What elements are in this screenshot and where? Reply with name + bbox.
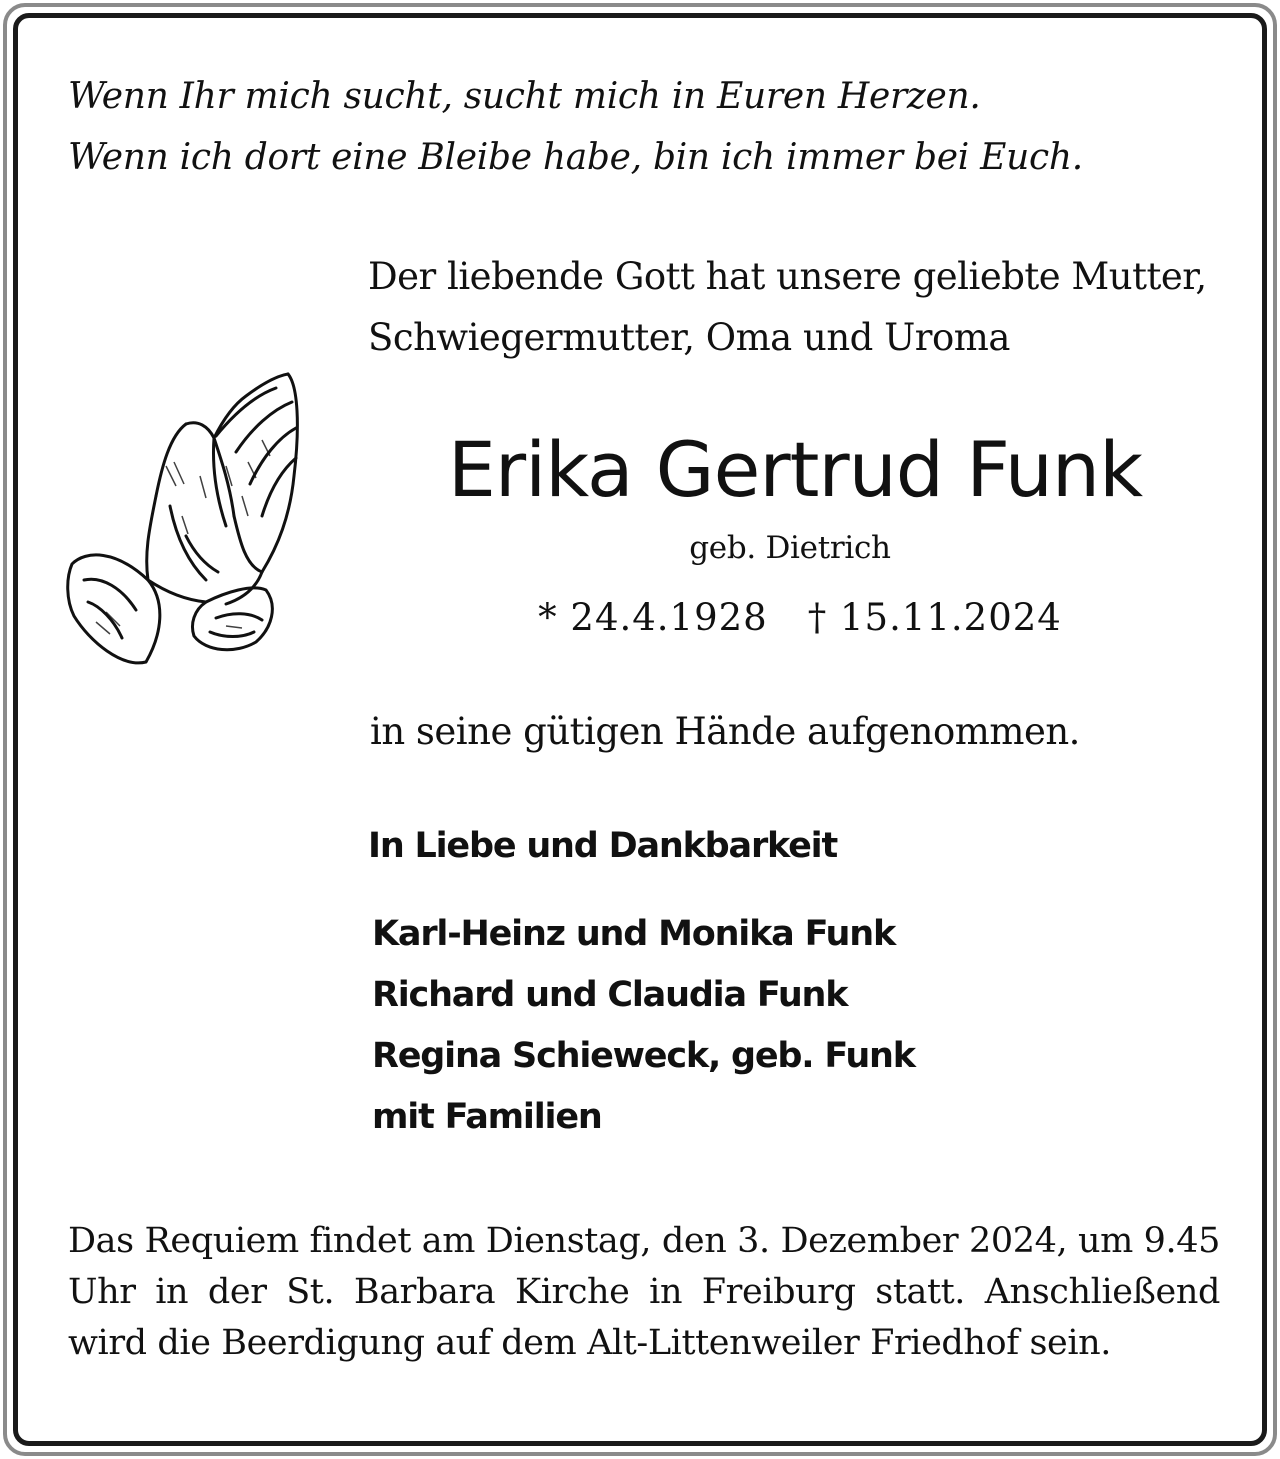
intro-line: Der liebende Gott hat unsere geliebte Mutter, <box>368 255 1207 298</box>
mourner-entry: Richard und Claudia Funk <box>372 975 848 1015</box>
birth-date: * 24.4.1928 <box>538 596 768 639</box>
intro-text <box>368 246 1248 368</box>
mourners-list <box>372 904 1072 1148</box>
life-dates <box>480 590 1120 646</box>
mourner-entry: Karl-Heinz und Monika Funk <box>372 914 896 954</box>
mourner-entry: mit Familien <box>372 1097 602 1137</box>
intro-line: Schwiegermutter, Oma und Uroma <box>368 316 1010 359</box>
motto-line: Wenn ich dort eine Bleibe habe, bin ich immer bei Euch. <box>68 137 1083 178</box>
maiden-name: geb. Dietrich <box>689 530 891 566</box>
motto-line: Wenn Ihr mich sucht, sucht mich in Euren Herzen. <box>68 76 981 117</box>
mourner-entry: Regina Schieweck, geb. Funk <box>372 1036 915 1076</box>
deceased-name: Erika Gertrud Funk <box>447 425 1143 514</box>
funeral-notice: Das Requiem findet am Dienstag, den 3. Dezember 2024, um 9.45 Uhr in der St. Barbara Kirche in Freiburg statt. Anschließend wird die Beerdigung auf dem Alt-Littenweiler Friedhof sein. <box>68 1221 1220 1363</box>
gratitude-line: In Liebe und Dankbarkeit <box>368 826 838 866</box>
death-date: † 15.11.2024 <box>807 596 1062 639</box>
outro-text: in seine gütigen Hände aufgenommen. <box>370 710 1080 753</box>
motto-verse <box>68 66 1208 188</box>
praying-hands-icon <box>66 366 306 671</box>
